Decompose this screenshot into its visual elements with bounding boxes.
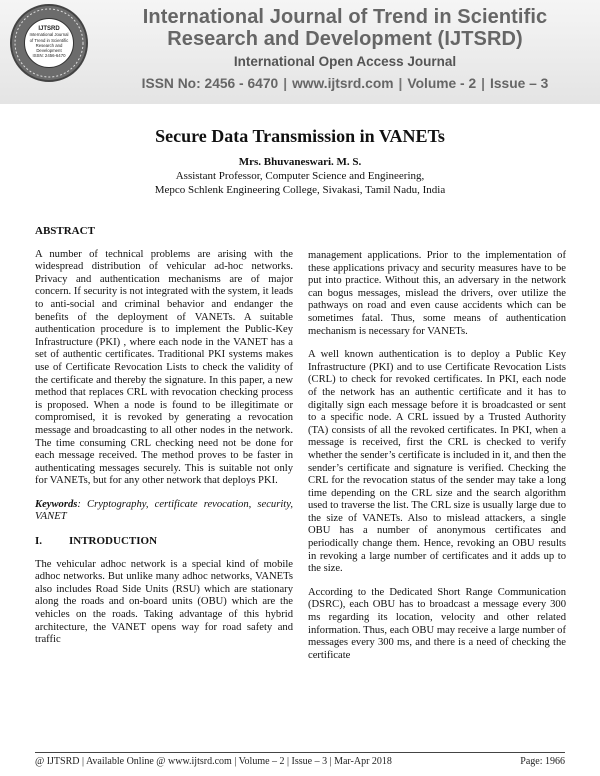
author-affiliation-1: Assistant Professor, Computer Science and Engineering, [175, 170, 425, 182]
keywords-label: Keywords [35, 498, 78, 510]
author-name: Mrs. Bhuvaneswari. M. S. [238, 156, 362, 168]
page-number: Page: 1966 [520, 756, 565, 767]
logo-line: of Trend in Scientific [29, 37, 69, 43]
logo-line: International Journal [29, 32, 69, 38]
footer-divider [35, 752, 565, 753]
journal-title [96, 6, 594, 50]
body-paragraph-2: A well known authentication is to deploy a Public Key Infrastructure (PKI) and to use Certificate Revocation Lists (CRL) to check for revoked certificates. In PKI, each node of the network has an authentic certificate and it has to digitally sign each message before it is broadcasted or sent to a specific node. A CRL issued by a Trusted Authority (TA) consists of all the revoked certificates. In PKI, when a message is received, first the CRL is checked to verify whether the sender’s certificate is included in it, and then the sender’s certificate and signature is verified. Checking the CRL for the revocation status of the sender may take a long time depending on the CRL size and the search algorithm used to traverse the list. The CRL size is usually large due to the size of VANETs. Also to mislead attackers, a single OBU has a number of anonymous certificates and periodically change them. Hence, revoking an OBU results in revoking a large number of certificates and it adds up to the size. [308, 349, 566, 575]
keywords [35, 499, 293, 524]
journal-logo [10, 4, 88, 82]
body-paragraph-1: management applications. Prior to the implementation of these applications privacy and security measures have to be put into practice. Without this, an adversary in the network can bogus messages, mislead the drivers, over utilize the pathways on road and even cause accidents which can be sometimes fatal. Thus, some means of authentication mechanism is necessary for VANETs. [308, 250, 566, 337]
body-paragraph-3: According to the Dedicated Short Range Communication (DSRC), each OBU has to broadcast a message every 300 ms regarding its location, velocity and other related information. Thus, each OBU may receive a large number of messages every 300 ms, and there is a need of checking the certificate [308, 586, 566, 661]
journal-title-line-1: International Journal of Trend in Scientific [142, 6, 548, 28]
journal-website-link[interactable]: www.ijtsrd.com [292, 76, 394, 91]
volume-label: Volume - 2 [407, 76, 477, 91]
footer-citation: @ IJTSRD | Available Online @ www.ijtsrd.com | Volume – 2 | Issue – 3 | Mar-Apr 2018 [35, 756, 392, 767]
abstract-text: A number of technical problems are arising with the widespread distribution of vehicular ad-hoc networks. Privacy and authentication mechanisms are of major concern. If security is not integrated with the system, it leads to anti-social and criminal behavior and endanger the benefits of the deployment of VANETs. A suitable authentication procedure is to implement the Public-Key Infrastructure (PKI) , where each node in the VANET has a set of authentic certificates. Traditional PKI systems makes use of Certificate Revocation Lists to check the validity of the certificate and thereby the signature. In this paper, a new method that replaces CRL with revocation checking process is proposed. When a node is found to be illegitimate or compromised, it is revoked by generating a revocation message and broadcasting to all other nodes in the network. The time consuming CRL checking need not be done for each message received. The method proves to be faster in authenticating messages securely. This is suitable not only for VANETs, but for any other network that deploys PKI. [35, 248, 293, 487]
keywords-list: : Cryptography, certificate revocation, security, VANET [35, 498, 293, 523]
paper-title: Secure Data Transmission in VANETs [155, 126, 445, 146]
journal-header [0, 0, 600, 104]
page-footer [35, 756, 565, 767]
section-number: I. [35, 535, 43, 548]
issn-bar: ISSN No: 2456 - 6470 | www.ijtsrd.com | Volume - 2 | Issue – 3 [141, 76, 549, 91]
left-column [35, 225, 293, 658]
logo-emblem [24, 18, 74, 68]
open-access-label: International Open Access Journal [233, 54, 457, 69]
abstract-heading: ABSTRACT [35, 225, 95, 237]
issn-number: ISSN No: 2456 - 6470 [141, 76, 279, 91]
section-title: INTRODUCTION [69, 535, 158, 548]
logo-line: Development [36, 48, 62, 54]
right-column [308, 250, 566, 673]
logo-line: Research and [35, 42, 63, 48]
logo-brand: IJTSRD [38, 26, 60, 32]
journal-title-line-2: Research and Development (IJTSRD) [167, 28, 523, 50]
introduction-heading [35, 535, 293, 548]
introduction-paragraph: The vehicular adhoc network is a special kind of mobile adhoc networks. But unlike many adhoc networks, VANETs also includes Road Side Units (RSU) which are stationary along the roads and on-board units (OBU) which are the vehicles on the roads. Taking advantage of this hybrid architecture, the VANET opens way for road safety and traffic [35, 558, 293, 646]
issue-label: Issue – 3 [490, 76, 549, 91]
author-affiliation-2: Mepco Schlenk Engineering College, Sivakasi, Tamil Nadu, India [154, 184, 446, 196]
logo-issn: ISSN: 2456-6470 [32, 53, 66, 59]
